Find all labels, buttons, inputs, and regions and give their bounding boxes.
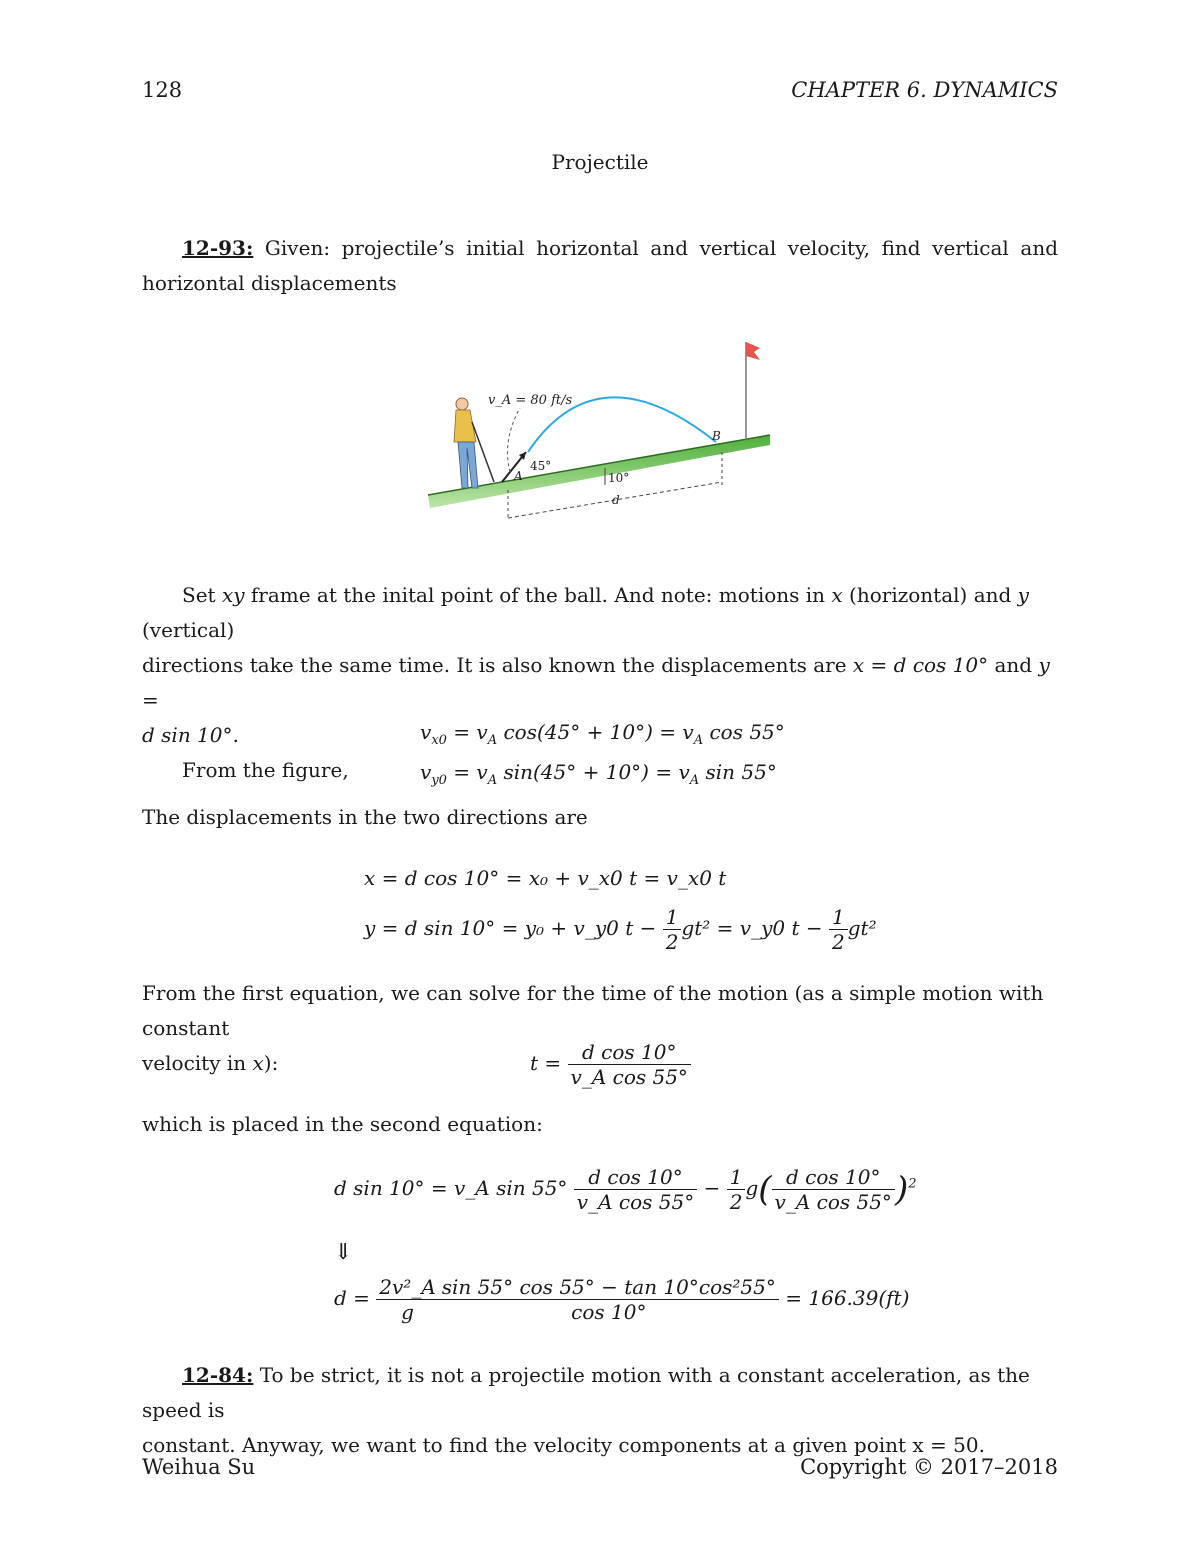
footer-author: Weihua Su (142, 1455, 256, 1479)
point-a-label: A (514, 469, 523, 483)
footer-copyright: Copyright © 2017–2018 (800, 1455, 1058, 1479)
ground-slope (428, 435, 770, 508)
equation-vx0: $v_{x0} = v_A$ $\cos(45^\circ + 10^\circ) = v_A$ cos 55° (420, 720, 785, 748)
flag-icon (746, 342, 760, 360)
equation-vy0: $v_{y0} = v_A$ $\sin(45^\circ + 10^\circ) = v_A$ sin 55° (420, 760, 777, 788)
angle-45-label: 45° (530, 459, 552, 473)
equation-d-result: d = $\frac{\text{2v²\_A}}{g}$ $\frac{\text{sin 55° cos 55° − tan 10°cos²55°}}{\cos 10^\circ}$ = 166.39(ft) (334, 1275, 910, 1324)
equation-d-substituted: d sin 10° = v_A sin 55° $\frac{\text{d cos 10°}}{\text{v\_A cos 55°}}$ − $\frac{1}{2}$ g( $\frac{\text{d cos 10°}}{\text{v\_A cos 55°}}$ )$^2$ (334, 1165, 917, 1214)
chapter-title: CHAPTER 6. DYNAMICS (791, 78, 1058, 102)
placed-text: which is placed in the second equation: (142, 1112, 543, 1136)
point-b-label: B (712, 429, 721, 443)
golfer-figure (454, 398, 494, 488)
problem-label: 12-93: (182, 236, 254, 260)
implies-arrow: ⇓ (334, 1240, 353, 1265)
projectile-figure (420, 330, 790, 540)
equation-x: x = d cos 10° = x₀ + v_x0 t = v_x0 t (364, 866, 727, 890)
velocity-label: v_A = 80 ft/s (488, 393, 573, 408)
problem-12-93 (142, 231, 1058, 301)
displacement-intro: The displacements in the two directions are (142, 805, 588, 829)
equation-y: y = d sin 10° = y₀ + v_y0 t − $\frac{1}{2}$ gt² = v_y0 t − $\frac{1}{2}$ gt² (364, 905, 877, 954)
page-number: 128 (142, 78, 183, 102)
from-figure-text: From the figure, (182, 758, 349, 782)
time-paragraph: From the first equation, we can solve for the time of the motion (as a simple motion with constant velocity in x): (142, 981, 1044, 1075)
problem-12-84: 12-84: To be strict, it is not a projectile motion with a constant acceleration, as the speed is constant. Anyway, we want to find the velocity components at a given point x = 50. (142, 1363, 1030, 1457)
angle-10-label: 10° (608, 471, 630, 485)
problem-text: Given: projectile’s initial horizontal and vertical velocity, find vertical and horizontal displacements (142, 236, 1058, 295)
section-title: Projectile (551, 150, 649, 174)
distance-label: d (612, 493, 620, 507)
intro-paragraph: Set xy frame at the inital point of the ball. And note: motions in x (horizontal) and y (vertical) directions take the same time. It is also known the displacements are x = d cos 10° and y = d sin 10°. From the figure, (142, 578, 1058, 788)
equation-t: t = $\frac{\text{d cos 10°}}{\text{v\_A cos 55°}}$ (530, 1040, 691, 1089)
